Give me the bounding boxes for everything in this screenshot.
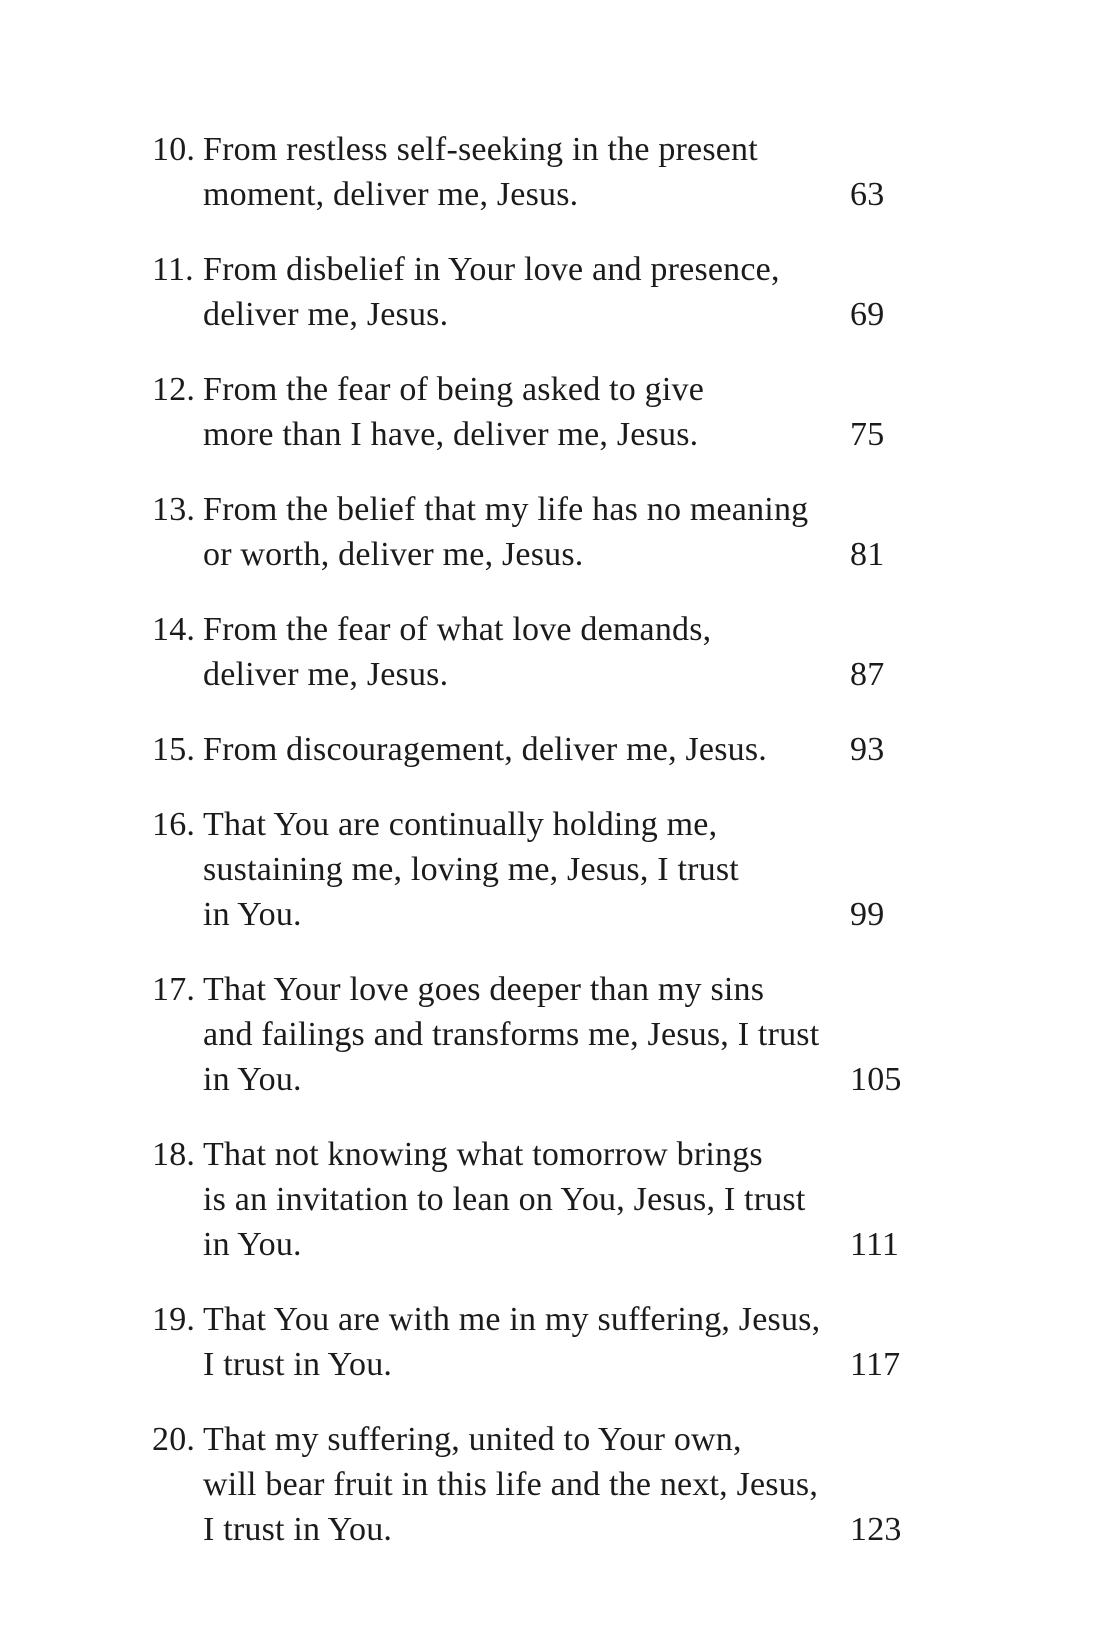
entry-line: I trust in You. [203,1511,393,1548]
entry-line: From the fear of what love demands, [203,611,712,648]
entry-line: From restless self-seeking in the present [203,131,758,168]
entry-line: will bear fruit in this life and the next, Jesus, [203,1466,819,1503]
entry-line: in You. [203,896,302,933]
toc-entry [152,607,1100,697]
entry-line: more than I have, deliver me, Jesus. [203,416,699,453]
entry-line: deliver me, Jesus. [203,656,449,693]
entry-number: 20. [152,1421,196,1458]
entry-line: moment, deliver me, Jesus. [203,176,579,213]
entry-line: or worth, deliver me, Jesus. [203,536,584,573]
entry-number: 16. [152,806,196,843]
entry-line: in You. [203,1226,302,1263]
page-number: 75 [850,416,885,453]
entry-line: That You are with me in my suffering, Jesus, [203,1301,821,1338]
entry-line: sustaining me, loving me, Jesus, I trust [203,851,739,888]
entry-number: 11. [152,251,194,288]
entry-line: in You. [203,1061,302,1098]
page-number: 123 [850,1511,902,1548]
entry-line: From disbelief in Your love and presence, [203,251,780,288]
page-number: 69 [850,296,885,333]
entry-number: 18. [152,1136,196,1173]
table-of-contents [152,127,1100,1582]
entry-number: 17. [152,971,196,1008]
toc-entry [152,1297,1100,1387]
toc-entry [152,1132,1100,1267]
entry-line: That my suffering, united to Your own, [203,1421,742,1458]
toc-entry [152,127,1100,217]
entry-line: That You are continually holding me, [203,806,718,843]
entry-line: and failings and transforms me, Jesus, I trust [203,1016,820,1053]
entry-number: 13. [152,491,196,528]
entry-number: 10. [152,131,196,168]
page-number: 111 [850,1226,900,1263]
page-number: 117 [850,1346,901,1383]
toc-entry [152,727,1100,772]
entry-line: I trust in You. [203,1346,393,1383]
entry-line: That Your love goes deeper than my sins [203,971,765,1008]
page-number: 87 [850,656,885,693]
toc-entry [152,967,1100,1102]
page-number: 99 [850,896,885,933]
page-number: 93 [850,731,885,768]
entry-line: From discouragement, deliver me, Jesus. [203,731,767,768]
toc-entry [152,487,1100,577]
entry-line: From the belief that my life has no meaning [203,491,809,528]
toc-entry [152,1417,1100,1552]
entry-number: 19. [152,1301,196,1338]
toc-entry [152,802,1100,937]
entry-number: 15. [152,731,196,768]
toc-entry [152,247,1100,337]
entry-line: is an invitation to lean on You, Jesus, I trust [203,1181,806,1218]
entry-number: 14. [152,611,196,648]
entry-line: From the fear of being asked to give [203,371,704,408]
entry-line: deliver me, Jesus. [203,296,449,333]
page-number: 105 [850,1061,902,1098]
page-number: 81 [850,536,885,573]
toc-entry [152,367,1100,457]
entry-number: 12. [152,371,196,408]
entry-line: That not knowing what tomorrow brings [203,1136,763,1173]
page-number: 63 [850,176,885,213]
